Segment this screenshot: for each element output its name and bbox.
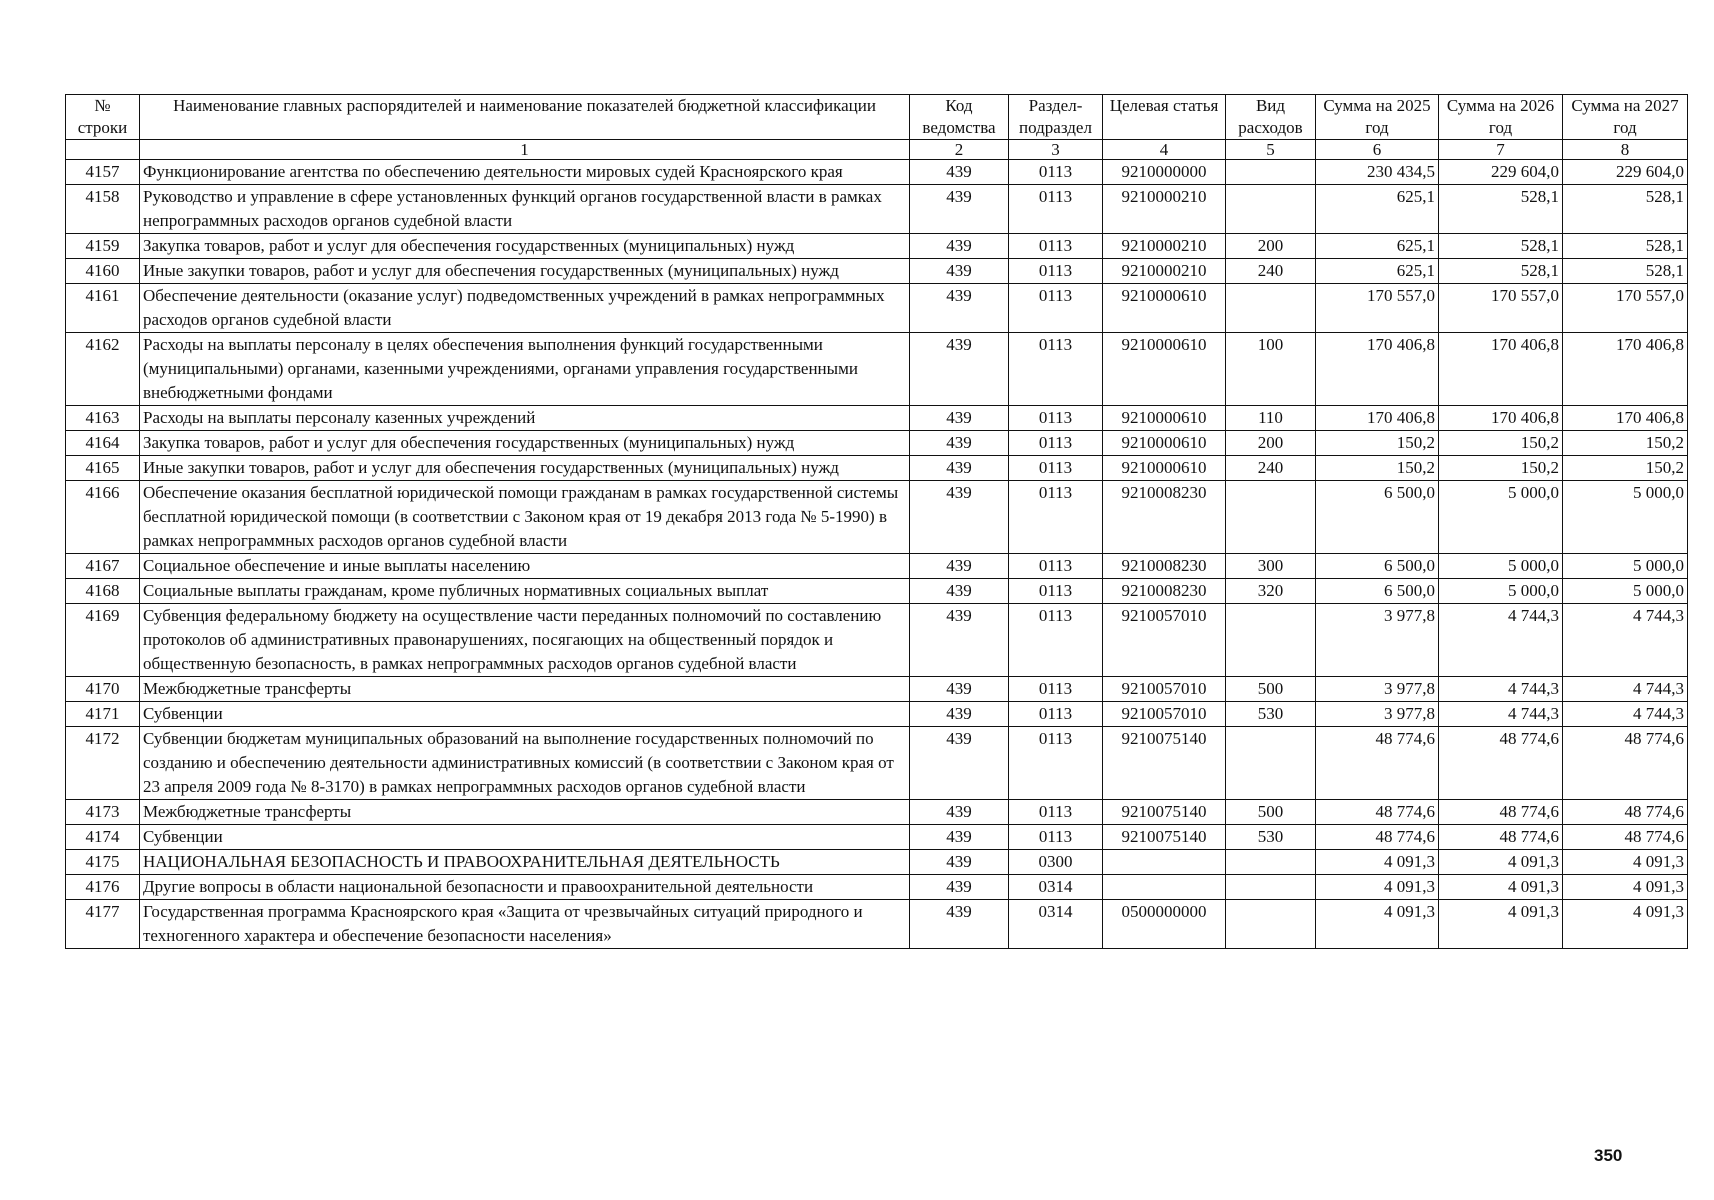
expense-type xyxy=(1226,850,1316,875)
sum-2026: 5 000,0 xyxy=(1439,554,1563,579)
sum-2026: 170 406,8 xyxy=(1439,406,1563,431)
dept-code: 439 xyxy=(910,800,1009,825)
section-code: 0113 xyxy=(1009,604,1103,677)
section-code: 0113 xyxy=(1009,431,1103,456)
sum-2027: 170 557,0 xyxy=(1563,284,1688,333)
section-code: 0314 xyxy=(1009,875,1103,900)
expense-type: 300 xyxy=(1226,554,1316,579)
sum-2026: 48 774,6 xyxy=(1439,800,1563,825)
row-name: Расходы на выплаты персоналу в целях обеспечения выполнения функций государственными (муниципальными) органами, казенными учреждениями, органами управления государственными внебюджетными фондами xyxy=(140,333,910,406)
table-row xyxy=(66,800,1688,825)
header-target: Целевая статья xyxy=(1103,95,1226,140)
dept-code: 439 xyxy=(910,825,1009,850)
dept-code: 439 xyxy=(910,234,1009,259)
dept-code: 439 xyxy=(910,579,1009,604)
section-code: 0113 xyxy=(1009,800,1103,825)
table-row xyxy=(66,900,1688,949)
target-code: 9210008230 xyxy=(1103,579,1226,604)
dept-code: 439 xyxy=(910,160,1009,185)
table-row xyxy=(66,727,1688,800)
target-code: 9210000610 xyxy=(1103,406,1226,431)
column-number: 3 xyxy=(1009,140,1103,160)
table-row xyxy=(66,160,1688,185)
expense-type: 500 xyxy=(1226,800,1316,825)
sum-2027: 528,1 xyxy=(1563,234,1688,259)
target-code: 9210075140 xyxy=(1103,825,1226,850)
target-code: 9210075140 xyxy=(1103,800,1226,825)
sum-2026: 4 744,3 xyxy=(1439,604,1563,677)
column-number: 7 xyxy=(1439,140,1563,160)
sum-2026: 170 557,0 xyxy=(1439,284,1563,333)
table-row xyxy=(66,875,1688,900)
table-row xyxy=(66,456,1688,481)
sum-2027: 48 774,6 xyxy=(1563,825,1688,850)
sum-2027: 5 000,0 xyxy=(1563,481,1688,554)
table-row xyxy=(66,579,1688,604)
dept-code: 439 xyxy=(910,259,1009,284)
sum-2027: 150,2 xyxy=(1563,456,1688,481)
row-number: 4157 xyxy=(66,160,140,185)
sum-2027: 170 406,8 xyxy=(1563,406,1688,431)
column-number: 2 xyxy=(910,140,1009,160)
target-code: 9210000210 xyxy=(1103,234,1226,259)
row-number: 4162 xyxy=(66,333,140,406)
row-name: НАЦИОНАЛЬНАЯ БЕЗОПАСНОСТЬ И ПРАВООХРАНИТЕЛЬНАЯ ДЕЯТЕЛЬНОСТЬ xyxy=(140,850,910,875)
row-number: 4161 xyxy=(66,284,140,333)
sum-2026: 48 774,6 xyxy=(1439,727,1563,800)
dept-code: 439 xyxy=(910,727,1009,800)
sum-2026: 150,2 xyxy=(1439,456,1563,481)
section-code: 0113 xyxy=(1009,456,1103,481)
sum-2026: 229 604,0 xyxy=(1439,160,1563,185)
expense-type xyxy=(1226,604,1316,677)
sum-2025: 48 774,6 xyxy=(1316,800,1439,825)
header-sum-2027: Сумма на 2027 год xyxy=(1563,95,1688,140)
table-row xyxy=(66,259,1688,284)
table-row xyxy=(66,825,1688,850)
target-code: 9210075140 xyxy=(1103,727,1226,800)
header-expense-type: Вид расходов xyxy=(1226,95,1316,140)
sum-2025: 230 434,5 xyxy=(1316,160,1439,185)
row-number: 4164 xyxy=(66,431,140,456)
column-number-row xyxy=(66,140,1688,160)
target-code: 9210000610 xyxy=(1103,333,1226,406)
sum-2025: 625,1 xyxy=(1316,259,1439,284)
column-number: 5 xyxy=(1226,140,1316,160)
sum-2025: 4 091,3 xyxy=(1316,900,1439,949)
dept-code: 439 xyxy=(910,677,1009,702)
sum-2026: 4 091,3 xyxy=(1439,850,1563,875)
target-code xyxy=(1103,850,1226,875)
header-section: Раздел-подраздел xyxy=(1009,95,1103,140)
row-number: 4159 xyxy=(66,234,140,259)
row-number: 4160 xyxy=(66,259,140,284)
expense-type: 100 xyxy=(1226,333,1316,406)
row-name: Субвенции xyxy=(140,702,910,727)
dept-code: 439 xyxy=(910,604,1009,677)
target-code: 9210000610 xyxy=(1103,456,1226,481)
dept-code: 439 xyxy=(910,431,1009,456)
header-row xyxy=(66,95,1688,140)
sum-2025: 625,1 xyxy=(1316,185,1439,234)
section-code: 0113 xyxy=(1009,333,1103,406)
sum-2027: 48 774,6 xyxy=(1563,727,1688,800)
sum-2027: 4 091,3 xyxy=(1563,900,1688,949)
sum-2025: 3 977,8 xyxy=(1316,702,1439,727)
sum-2027: 4 744,3 xyxy=(1563,702,1688,727)
row-number: 4173 xyxy=(66,800,140,825)
row-number: 4172 xyxy=(66,727,140,800)
sum-2026: 5 000,0 xyxy=(1439,481,1563,554)
expense-type xyxy=(1226,875,1316,900)
dept-code: 439 xyxy=(910,284,1009,333)
sum-2025: 170 557,0 xyxy=(1316,284,1439,333)
column-number: 6 xyxy=(1316,140,1439,160)
section-code: 0113 xyxy=(1009,677,1103,702)
expense-type: 320 xyxy=(1226,579,1316,604)
expense-type: 530 xyxy=(1226,825,1316,850)
row-name: Межбюджетные трансферты xyxy=(140,677,910,702)
dept-code: 439 xyxy=(910,185,1009,234)
dept-code: 439 xyxy=(910,702,1009,727)
sum-2025: 625,1 xyxy=(1316,234,1439,259)
table-row xyxy=(66,677,1688,702)
row-name: Социальное обеспечение и иные выплаты населению xyxy=(140,554,910,579)
sum-2026: 4 744,3 xyxy=(1439,677,1563,702)
dept-code: 439 xyxy=(910,406,1009,431)
row-number: 4176 xyxy=(66,875,140,900)
row-number: 4167 xyxy=(66,554,140,579)
row-name: Обеспечение оказания бесплатной юридической помощи гражданам в рамках государственной системы бесплатной юридической помощи (в соответствии с Законом края от 19 декабря 2013 года № 5-1990) в рамках непрограммных расходов органов судебной власти xyxy=(140,481,910,554)
section-code: 0113 xyxy=(1009,825,1103,850)
column-number-empty xyxy=(66,140,140,160)
section-code: 0113 xyxy=(1009,284,1103,333)
row-name: Межбюджетные трансферты xyxy=(140,800,910,825)
row-name: Руководство и управление в сфере установленных функций органов государственной власти в рамках непрограммных расходов органов судебной власти xyxy=(140,185,910,234)
expense-type xyxy=(1226,284,1316,333)
sum-2026: 528,1 xyxy=(1439,185,1563,234)
row-number: 4171 xyxy=(66,702,140,727)
dept-code: 439 xyxy=(910,875,1009,900)
sum-2025: 48 774,6 xyxy=(1316,825,1439,850)
row-name: Субвенции xyxy=(140,825,910,850)
sum-2027: 150,2 xyxy=(1563,431,1688,456)
expense-type xyxy=(1226,727,1316,800)
sum-2025: 170 406,8 xyxy=(1316,406,1439,431)
row-name: Иные закупки товаров, работ и услуг для обеспечения государственных (муниципальных) нужд xyxy=(140,456,910,481)
sum-2027: 4 091,3 xyxy=(1563,875,1688,900)
sum-2027: 528,1 xyxy=(1563,185,1688,234)
target-code: 0500000000 xyxy=(1103,900,1226,949)
table-row xyxy=(66,702,1688,727)
sum-2027: 4 744,3 xyxy=(1563,604,1688,677)
table-row xyxy=(66,481,1688,554)
sum-2026: 4 091,3 xyxy=(1439,875,1563,900)
sum-2026: 4 744,3 xyxy=(1439,702,1563,727)
sum-2026: 4 091,3 xyxy=(1439,900,1563,949)
target-code: 9210057010 xyxy=(1103,677,1226,702)
sum-2025: 6 500,0 xyxy=(1316,481,1439,554)
expense-type: 200 xyxy=(1226,234,1316,259)
sum-2025: 150,2 xyxy=(1316,431,1439,456)
row-number: 4175 xyxy=(66,850,140,875)
dept-code: 439 xyxy=(910,900,1009,949)
sum-2025: 170 406,8 xyxy=(1316,333,1439,406)
row-name: Государственная программа Красноярского края «Защита от чрезвычайных ситуаций природного и техногенного характера и обеспечение безопасности населения» xyxy=(140,900,910,949)
header-name: Наименование главных распорядителей и наименование показателей бюджетной классификации xyxy=(140,95,910,140)
row-number: 4177 xyxy=(66,900,140,949)
target-code: 9210000210 xyxy=(1103,259,1226,284)
table-row xyxy=(66,284,1688,333)
sum-2027: 528,1 xyxy=(1563,259,1688,284)
expense-type: 110 xyxy=(1226,406,1316,431)
target-code: 9210000610 xyxy=(1103,431,1226,456)
section-code: 0113 xyxy=(1009,160,1103,185)
dept-code: 439 xyxy=(910,554,1009,579)
sum-2025: 4 091,3 xyxy=(1316,850,1439,875)
table-row xyxy=(66,431,1688,456)
section-code: 0113 xyxy=(1009,481,1103,554)
target-code: 9210000610 xyxy=(1103,284,1226,333)
table-row xyxy=(66,234,1688,259)
sum-2025: 3 977,8 xyxy=(1316,604,1439,677)
target-code: 9210008230 xyxy=(1103,554,1226,579)
sum-2026: 150,2 xyxy=(1439,431,1563,456)
row-name: Социальные выплаты гражданам, кроме публичных нормативных социальных выплат xyxy=(140,579,910,604)
target-code: 9210000000 xyxy=(1103,160,1226,185)
section-code: 0113 xyxy=(1009,727,1103,800)
row-name: Закупка товаров, работ и услуг для обеспечения государственных (муниципальных) нужд xyxy=(140,431,910,456)
section-code: 0113 xyxy=(1009,185,1103,234)
table-row xyxy=(66,554,1688,579)
sum-2025: 3 977,8 xyxy=(1316,677,1439,702)
sum-2027: 229 604,0 xyxy=(1563,160,1688,185)
table-row xyxy=(66,333,1688,406)
sum-2025: 150,2 xyxy=(1316,456,1439,481)
section-code: 0113 xyxy=(1009,579,1103,604)
row-name: Обеспечение деятельности (оказание услуг) подведомственных учреждений в рамках непрограммных расходов органов судебной власти xyxy=(140,284,910,333)
expense-type: 200 xyxy=(1226,431,1316,456)
target-code: 9210057010 xyxy=(1103,604,1226,677)
section-code: 0113 xyxy=(1009,406,1103,431)
row-number: 4163 xyxy=(66,406,140,431)
table-body xyxy=(66,160,1688,949)
table-row xyxy=(66,604,1688,677)
expense-type xyxy=(1226,185,1316,234)
section-code: 0113 xyxy=(1009,702,1103,727)
table-row xyxy=(66,850,1688,875)
row-name: Субвенции бюджетам муниципальных образований на выполнение государственных полномочий по созданию и обеспечению деятельности административных комиссий (в соответствии с Законом края от 23 апреля 2009 года № 8-3170) в рамках непрограммных расходов органов судебной власти xyxy=(140,727,910,800)
section-code: 0314 xyxy=(1009,900,1103,949)
row-name: Иные закупки товаров, работ и услуг для обеспечения государственных (муниципальных) нужд xyxy=(140,259,910,284)
expense-type xyxy=(1226,900,1316,949)
section-code: 0113 xyxy=(1009,234,1103,259)
row-number: 4158 xyxy=(66,185,140,234)
dept-code: 439 xyxy=(910,481,1009,554)
expense-type xyxy=(1226,160,1316,185)
sum-2027: 4 744,3 xyxy=(1563,677,1688,702)
sum-2025: 6 500,0 xyxy=(1316,579,1439,604)
header-dept-code: Код ведомства xyxy=(910,95,1009,140)
row-number: 4170 xyxy=(66,677,140,702)
expense-type: 500 xyxy=(1226,677,1316,702)
section-code: 0113 xyxy=(1009,259,1103,284)
column-number: 8 xyxy=(1563,140,1688,160)
sum-2026: 48 774,6 xyxy=(1439,825,1563,850)
sum-2027: 5 000,0 xyxy=(1563,579,1688,604)
row-number: 4169 xyxy=(66,604,140,677)
dept-code: 439 xyxy=(910,850,1009,875)
sum-2026: 528,1 xyxy=(1439,234,1563,259)
row-number: 4174 xyxy=(66,825,140,850)
row-name: Другие вопросы в области национальной безопасности и правоохранительной деятельности xyxy=(140,875,910,900)
table-row xyxy=(66,406,1688,431)
row-name: Расходы на выплаты персоналу казенных учреждений xyxy=(140,406,910,431)
expense-type: 240 xyxy=(1226,456,1316,481)
target-code: 9210008230 xyxy=(1103,481,1226,554)
expense-type: 240 xyxy=(1226,259,1316,284)
table-row xyxy=(66,185,1688,234)
column-number: 4 xyxy=(1103,140,1226,160)
sum-2027: 5 000,0 xyxy=(1563,554,1688,579)
header-sum-2026: Сумма на 2026 год xyxy=(1439,95,1563,140)
target-code: 9210057010 xyxy=(1103,702,1226,727)
sum-2026: 528,1 xyxy=(1439,259,1563,284)
expense-type: 530 xyxy=(1226,702,1316,727)
row-number: 4166 xyxy=(66,481,140,554)
sum-2027: 4 091,3 xyxy=(1563,850,1688,875)
dept-code: 439 xyxy=(910,333,1009,406)
sum-2025: 4 091,3 xyxy=(1316,875,1439,900)
row-number: 4168 xyxy=(66,579,140,604)
sum-2026: 170 406,8 xyxy=(1439,333,1563,406)
header-sum-2025: Сумма на 2025 год xyxy=(1316,95,1439,140)
row-name: Закупка товаров, работ и услуг для обеспечения государственных (муниципальных) нужд xyxy=(140,234,910,259)
sum-2027: 48 774,6 xyxy=(1563,800,1688,825)
column-number: 1 xyxy=(140,140,910,160)
sum-2027: 170 406,8 xyxy=(1563,333,1688,406)
dept-code: 439 xyxy=(910,456,1009,481)
row-name: Субвенция федеральному бюджету на осуществление части переданных полномочий по составлению протоколов об административных правонарушениях, посягающих на общественный порядок и общественную безопасность, в рамках непрограммных расходов органов судебной власти xyxy=(140,604,910,677)
sum-2026: 5 000,0 xyxy=(1439,579,1563,604)
target-code: 9210000210 xyxy=(1103,185,1226,234)
header-row-no: № строки xyxy=(66,95,140,140)
budget-table xyxy=(65,94,1688,949)
target-code xyxy=(1103,875,1226,900)
sum-2025: 48 774,6 xyxy=(1316,727,1439,800)
expense-type xyxy=(1226,481,1316,554)
section-code: 0300 xyxy=(1009,850,1103,875)
page-number: 350 xyxy=(1594,1146,1623,1165)
section-code: 0113 xyxy=(1009,554,1103,579)
row-name: Функционирование агентства по обеспечению деятельности мировых судей Красноярского края xyxy=(140,160,910,185)
sum-2025: 6 500,0 xyxy=(1316,554,1439,579)
row-number: 4165 xyxy=(66,456,140,481)
